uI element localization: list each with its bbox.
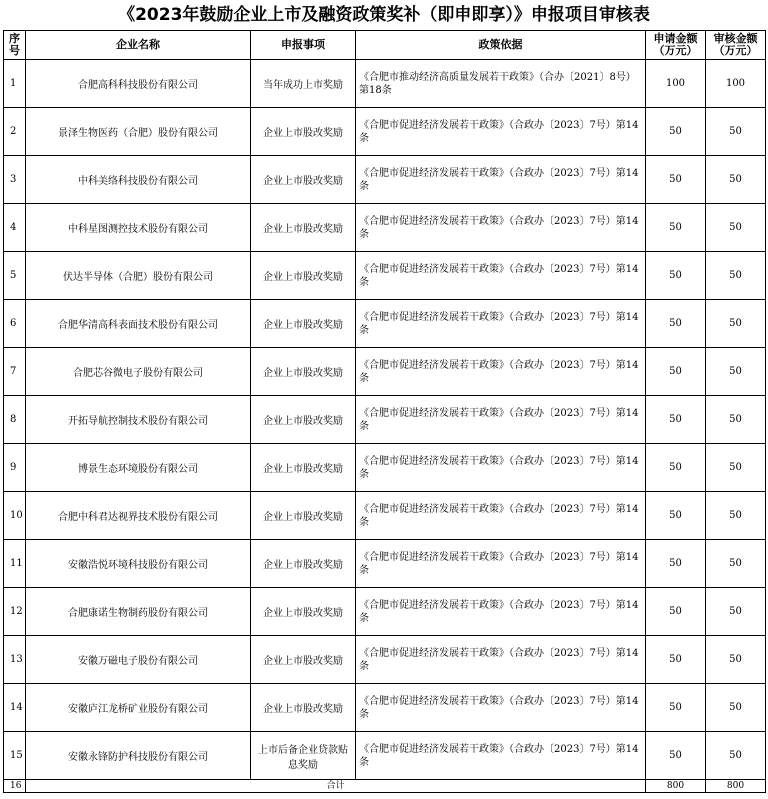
row-seq: 7	[4, 348, 26, 396]
row-applied: 50	[646, 636, 706, 684]
row-company: 安徽浩悦环境科技股份有限公司	[26, 540, 251, 588]
row-seq: 4	[4, 204, 26, 252]
row-seq: 11	[4, 540, 26, 588]
table-row	[4, 396, 766, 444]
row-applied: 50	[646, 588, 706, 636]
row-item: 当年成功上市奖励	[251, 60, 356, 108]
row-company: 安徽永锋防护科技股份有限公司	[26, 732, 251, 780]
row-approved: 50	[706, 588, 766, 636]
row-approved: 50	[706, 204, 766, 252]
table-row	[4, 204, 766, 252]
row-company: 合肥芯谷微电子股份有限公司	[26, 348, 251, 396]
row-approved: 50	[706, 108, 766, 156]
row-basis: 《合肥市促进经济发展若干政策》（合政办〔2023〕7号）第14条	[356, 204, 646, 252]
row-basis: 《合肥市促进经济发展若干政策》（合政办〔2023〕7号）第14条	[356, 684, 646, 732]
row-basis: 《合肥市促进经济发展若干政策》（合政办〔2023〕7号）第14条	[356, 156, 646, 204]
row-applied: 50	[646, 252, 706, 300]
row-applied: 50	[646, 396, 706, 444]
table-row	[4, 684, 766, 732]
row-company: 开拓导航控制技术股份有限公司	[26, 396, 251, 444]
table-row	[4, 156, 766, 204]
row-approved: 50	[706, 636, 766, 684]
total-applied: 800	[646, 780, 706, 793]
table-row	[4, 252, 766, 300]
row-approved: 50	[706, 252, 766, 300]
row-company: 伏达半导体（合肥）股份有限公司	[26, 252, 251, 300]
row-company: 中科美络科技股份有限公司	[26, 156, 251, 204]
total-row	[4, 780, 766, 793]
row-company: 合肥高科科技股份有限公司	[26, 60, 251, 108]
row-item: 企业上市股改奖励	[251, 684, 356, 732]
table-row	[4, 60, 766, 108]
total-approved: 800	[706, 780, 766, 793]
header-company: 企业名称	[26, 31, 251, 60]
document-title: 《2023年鼓励企业上市及融资政策奖补（即申即享）》申报项目审核表	[118, 5, 650, 25]
row-applied: 50	[646, 492, 706, 540]
table-row	[4, 588, 766, 636]
row-company: 合肥中科君达视界技术股份有限公司	[26, 492, 251, 540]
header-seq: 序号	[4, 31, 26, 60]
row-applied: 100	[646, 60, 706, 108]
row-basis: 《合肥市促进经济发展若干政策》（合政办〔2023〕7号）第14条	[356, 108, 646, 156]
row-item: 企业上市股改奖励	[251, 492, 356, 540]
row-seq: 12	[4, 588, 26, 636]
row-item: 企业上市股改奖励	[251, 588, 356, 636]
row-seq: 8	[4, 396, 26, 444]
row-approved: 50	[706, 348, 766, 396]
row-item: 企业上市股改奖励	[251, 156, 356, 204]
row-seq: 5	[4, 252, 26, 300]
row-seq: 9	[4, 444, 26, 492]
row-basis: 《合肥市促进经济发展若干政策》（合政办〔2023〕7号）第14条	[356, 492, 646, 540]
row-approved: 50	[706, 300, 766, 348]
total-seq: 16	[4, 780, 26, 793]
row-item: 企业上市股改奖励	[251, 444, 356, 492]
table-row	[4, 636, 766, 684]
row-seq: 6	[4, 300, 26, 348]
header-item: 申报事项	[251, 31, 356, 60]
row-basis: 《合肥市促进经济发展若干政策》（合政办〔2023〕7号）第14条	[356, 300, 646, 348]
row-seq: 15	[4, 732, 26, 780]
row-item: 企业上市股改奖励	[251, 204, 356, 252]
row-seq: 1	[4, 60, 26, 108]
row-approved: 50	[706, 540, 766, 588]
row-company: 合肥华清高科表面技术股份有限公司	[26, 300, 251, 348]
row-company: 博景生态环境股份有限公司	[26, 444, 251, 492]
row-approved: 50	[706, 732, 766, 780]
table-row	[4, 732, 766, 780]
header-basis: 政策依据	[356, 31, 646, 60]
row-item: 企业上市股改奖励	[251, 540, 356, 588]
row-seq: 3	[4, 156, 26, 204]
row-approved: 50	[706, 396, 766, 444]
total-label: 合计	[26, 780, 646, 793]
table-row	[4, 444, 766, 492]
row-item: 企业上市股改奖励	[251, 636, 356, 684]
row-basis: 《合肥市促进经济发展若干政策》（合政办〔2023〕7号）第14条	[356, 252, 646, 300]
row-item: 企业上市股改奖励	[251, 252, 356, 300]
row-approved: 50	[706, 684, 766, 732]
row-item: 企业上市股改奖励	[251, 348, 356, 396]
row-company: 中科星图测控技术股份有限公司	[26, 204, 251, 252]
header-approved: 审核金额（万元）	[706, 31, 766, 60]
row-applied: 50	[646, 684, 706, 732]
row-basis: 《合肥市促进经济发展若干政策》（合政办〔2023〕7号）第14条	[356, 588, 646, 636]
row-applied: 50	[646, 300, 706, 348]
row-applied: 50	[646, 108, 706, 156]
row-seq: 13	[4, 636, 26, 684]
row-basis: 《合肥市促进经济发展若干政策》（合政办〔2023〕7号）第14条	[356, 732, 646, 780]
review-table	[3, 30, 766, 793]
row-approved: 50	[706, 156, 766, 204]
row-company: 景泽生物医药（合肥）股份有限公司	[26, 108, 251, 156]
row-basis: 《合肥市促进经济发展若干政策》（合政办〔2023〕7号）第14条	[356, 540, 646, 588]
table-row	[4, 492, 766, 540]
table-row	[4, 348, 766, 396]
row-item: 上市后备企业贷款贴息奖励	[251, 732, 356, 780]
row-company: 合肥康诺生物制药股份有限公司	[26, 588, 251, 636]
row-item: 企业上市股改奖励	[251, 396, 356, 444]
row-item: 企业上市股改奖励	[251, 108, 356, 156]
row-basis: 《合肥市促进经济发展若干政策》（合政办〔2023〕7号）第14条	[356, 636, 646, 684]
row-seq: 10	[4, 492, 26, 540]
row-company: 安徽万磁电子股份有限公司	[26, 636, 251, 684]
row-approved: 50	[706, 444, 766, 492]
row-seq: 2	[4, 108, 26, 156]
row-basis: 《合肥市促进经济发展若干政策》（合政办〔2023〕7号）第14条	[356, 396, 646, 444]
row-applied: 50	[646, 204, 706, 252]
table-row	[4, 108, 766, 156]
row-item: 企业上市股改奖励	[251, 300, 356, 348]
row-company: 安徽庐江龙桥矿业股份有限公司	[26, 684, 251, 732]
row-approved: 50	[706, 492, 766, 540]
row-applied: 50	[646, 444, 706, 492]
row-seq: 14	[4, 684, 26, 732]
table-row	[4, 300, 766, 348]
row-applied: 50	[646, 348, 706, 396]
row-applied: 50	[646, 732, 706, 780]
row-basis: 《合肥市促进经济发展若干政策》（合政办〔2023〕7号）第14条	[356, 348, 646, 396]
table-row	[4, 540, 766, 588]
row-basis: 《合肥市推动经济高质量发展若干政策》（合办〔2021〕8号）第18条	[356, 60, 646, 108]
header-row	[4, 31, 766, 60]
row-basis: 《合肥市促进经济发展若干政策》（合政办〔2023〕7号）第14条	[356, 444, 646, 492]
row-applied: 50	[646, 540, 706, 588]
header-applied: 申请金额（万元）	[646, 31, 706, 60]
row-approved: 100	[706, 60, 766, 108]
row-applied: 50	[646, 156, 706, 204]
